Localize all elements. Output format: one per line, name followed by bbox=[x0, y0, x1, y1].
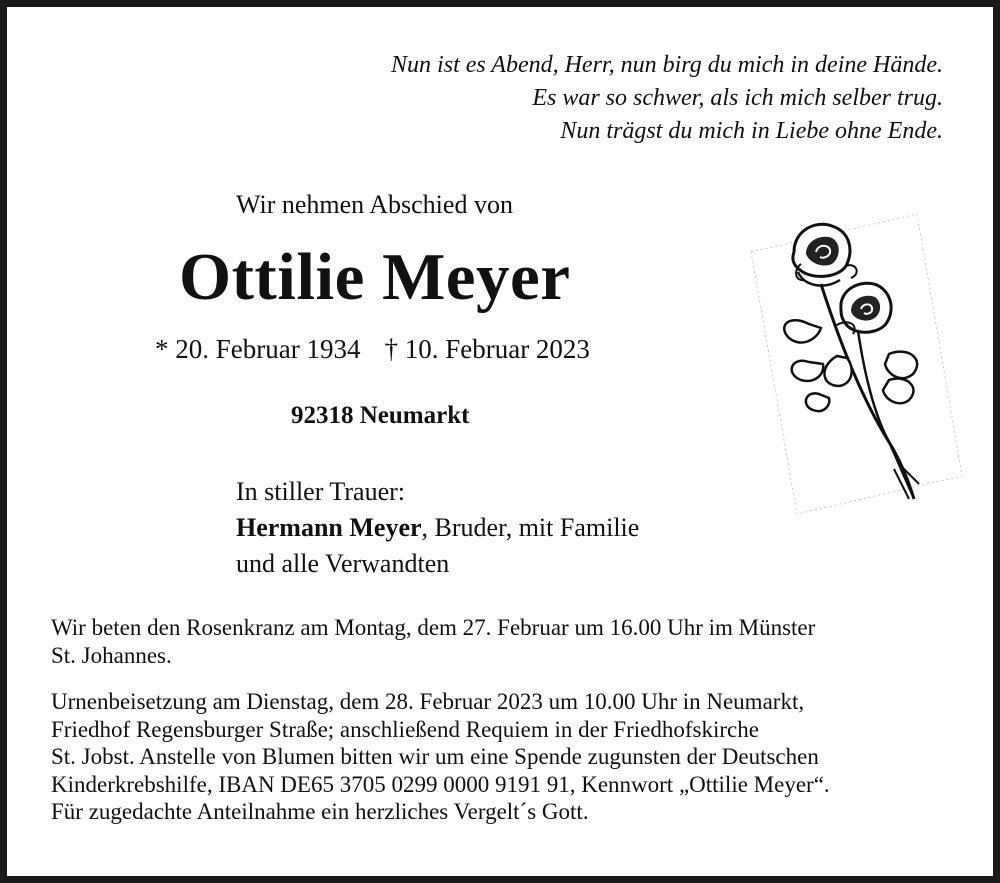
funeral-paragraph bbox=[51, 688, 830, 826]
paragraph-line: Wir beten den Rosenkranz am Montag, dem 27. Februar um 16.00 Uhr im Münster bbox=[51, 615, 816, 640]
farewell-intro: Wir nehmen Abschied von bbox=[236, 190, 513, 219]
residence-place: 92318 Neumarkt bbox=[291, 402, 470, 429]
relatives-line: und alle Verwandten bbox=[236, 549, 450, 578]
poem-line: Es war so schwer, als ich mich selber trug. bbox=[532, 85, 943, 111]
poem-verse bbox=[391, 49, 943, 148]
rose-illustration-icon bbox=[749, 214, 964, 514]
paragraph-line: St. Jobst. Anstelle von Blumen bitten wir um eine Spende zugunsten der Deutschen bbox=[51, 744, 819, 769]
mourner-relation: , Bruder, mit Familie bbox=[421, 513, 640, 542]
death-date: † 10. Februar 2023 bbox=[384, 334, 590, 364]
mourner-line bbox=[236, 510, 639, 546]
life-dates bbox=[155, 334, 590, 365]
poem-line: Nun ist es Abend, Herr, nun birg du mich in deine Hände. bbox=[391, 52, 943, 78]
mourning-heading: In stiller Trauer: bbox=[236, 477, 405, 506]
paragraph-line: Kinderkrebshilfe, IBAN DE65 3705 0299 0000 9191 91, Kennwort „Ottilie Meyer“. bbox=[51, 771, 830, 797]
poem-line: Nun trägst du mich in Liebe ohne Ende. bbox=[560, 118, 943, 144]
birth-date: * 20. Februar 1934 bbox=[155, 334, 361, 364]
deceased-name: Ottilie Meyer bbox=[179, 240, 571, 314]
rosary-paragraph bbox=[51, 614, 815, 669]
paragraph-line: Für zugedachte Anteilnahme ein herzliches Vergelt´s Gott. bbox=[51, 799, 589, 824]
paragraph-line: St. Johannes. bbox=[51, 642, 172, 668]
mourners-block bbox=[236, 474, 639, 582]
mourner-name: Hermann Meyer bbox=[236, 513, 422, 542]
paragraph-line: Urnenbeisetzung am Dienstag, dem 28. Februar 2023 um 10.00 Uhr in Neumarkt, bbox=[51, 689, 805, 714]
paragraph-line: Friedhof Regensburger Straße; anschließend Requiem in der Friedhofskirche bbox=[51, 716, 759, 742]
